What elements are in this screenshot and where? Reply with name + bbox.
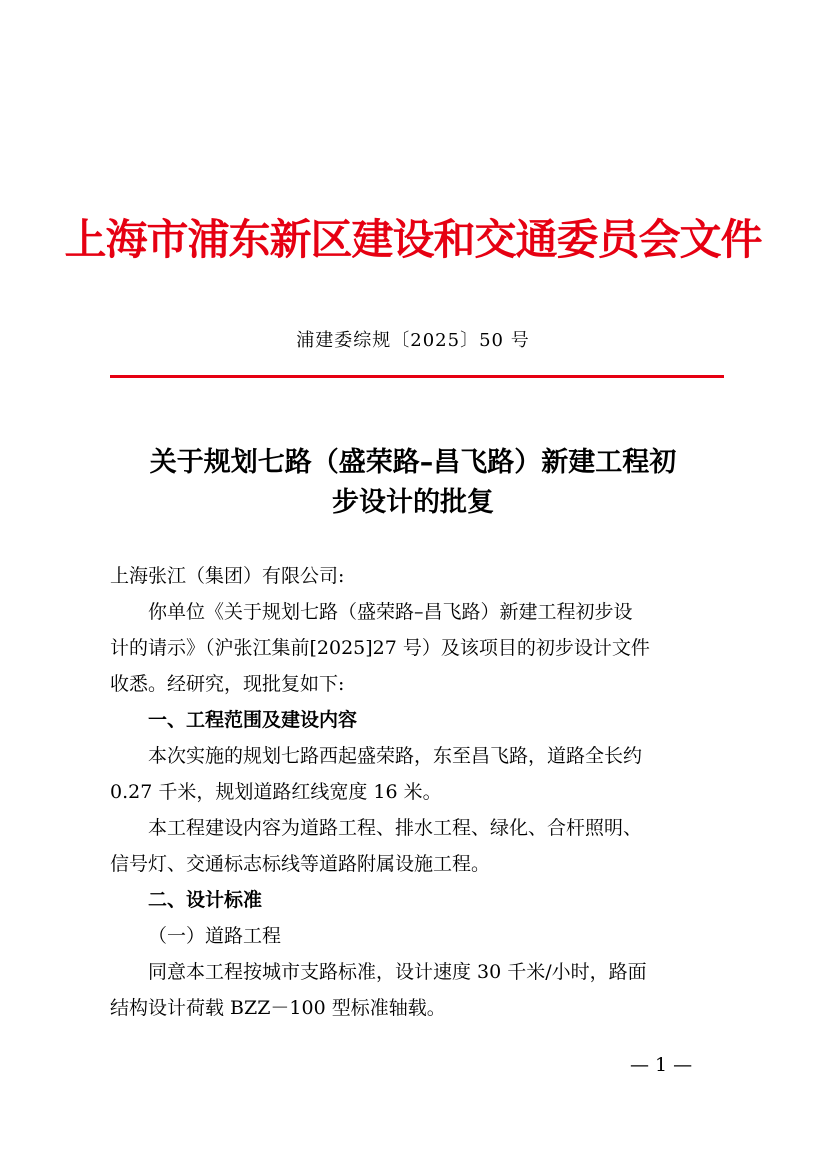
scope-paragraph-line: 0.27 千米，规划道路红线宽度 16 米。 <box>110 781 442 803</box>
document-title-line-2: 步设计的批复 <box>332 487 494 518</box>
content-paragraph-line: 信号灯、交通标志标线等道路附属设施工程。 <box>110 853 491 875</box>
section-2-heading: 二、设计标准 <box>148 889 263 911</box>
issuer-header-title: 上海市浦东新区建设和交通委员会文件 <box>64 215 762 264</box>
intro-paragraph-line: 你单位《关于规划七路（盛荣路–昌飞路）新建工程初步设 <box>148 601 633 623</box>
scope-paragraph-line: 本次实施的规划七路西起盛荣路，东至昌飞路，道路全长约 <box>148 745 643 767</box>
subsection-1-heading: （一）道路工程 <box>148 925 282 947</box>
document-title-line-1: 关于规划七路（盛荣路–昌飞路）新建工程初 <box>149 447 677 478</box>
document-title <box>110 443 716 523</box>
recipient-line: 上海张江（集团）有限公司: <box>110 565 345 587</box>
content-paragraph-line: 本工程建设内容为道路工程、排水工程、绿化、合杆照明、 <box>148 817 643 839</box>
standard-paragraph-line: 结构设计荷载 BZZ－100 型标准轴载。 <box>110 997 446 1019</box>
intro-paragraph-line: 计的请示》（沪张江集前[2025]27 号）及该项目的初步设计文件 <box>110 637 650 659</box>
document-number: 浦建委综规〔2025〕50 号 <box>296 330 530 351</box>
standard-paragraph-line: 同意本工程按城市支路标准，设计速度 30 千米/小时，路面 <box>148 961 647 983</box>
red-separator-line <box>110 375 724 378</box>
document-body <box>110 558 730 1026</box>
page-number: — 1 — <box>630 1054 693 1076</box>
section-1-heading: 一、工程范围及建设内容 <box>148 709 358 731</box>
intro-paragraph-line: 收悉。经研究，现批复如下: <box>110 673 345 695</box>
